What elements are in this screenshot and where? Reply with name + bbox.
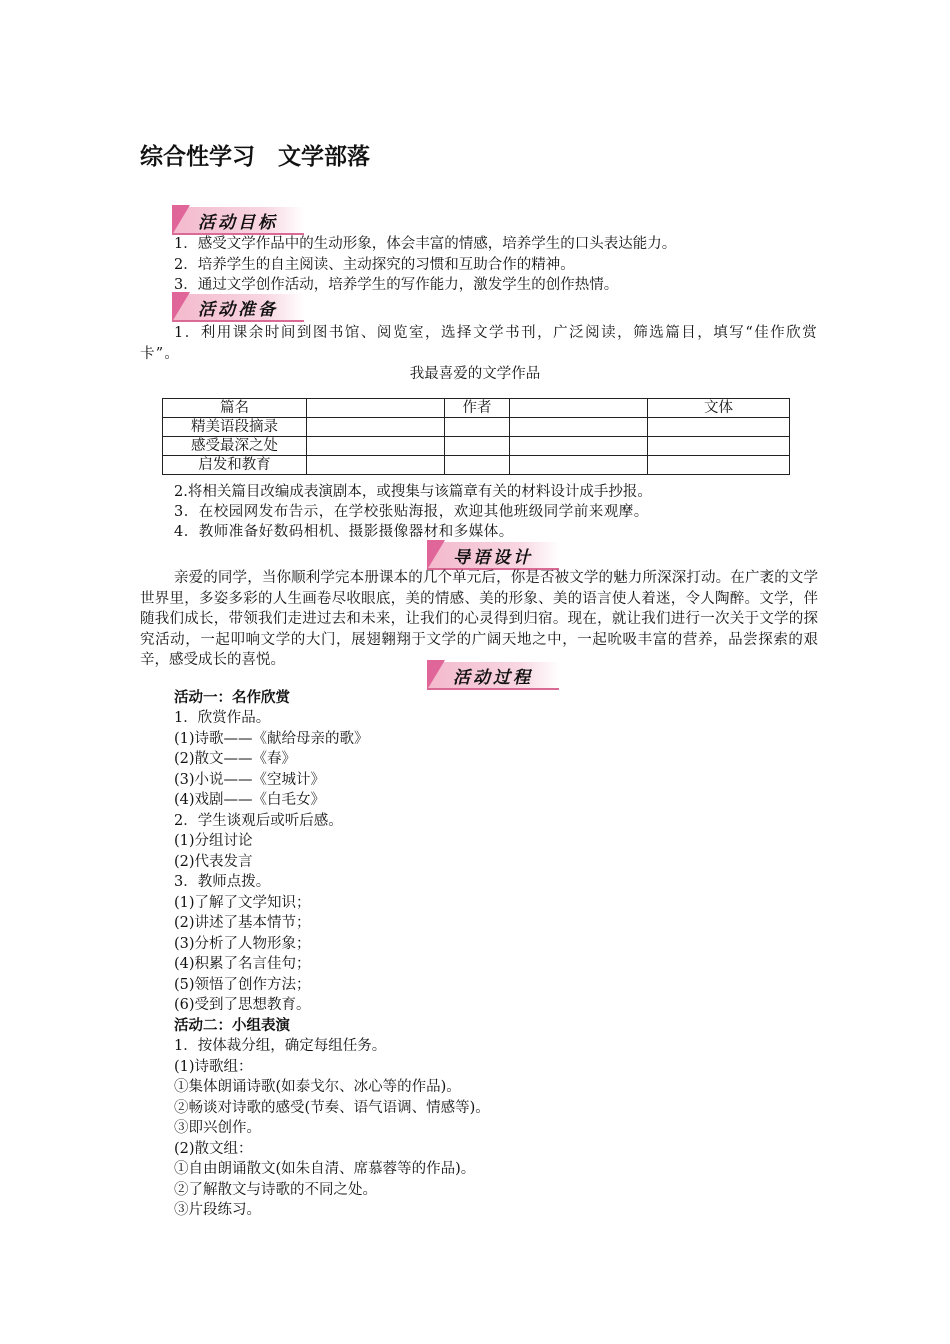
list-item: 2．学生谈观后或听后感。: [174, 813, 343, 829]
table-header-genre: 文体: [648, 399, 790, 418]
table-row-label: 精美语段摘录: [163, 418, 307, 437]
list-item: 1．欣赏作品。: [174, 710, 271, 726]
table-caption: 我最喜爱的文学作品: [409, 366, 541, 382]
activity-1-title: 活动一：名作欣赏: [174, 690, 290, 706]
banner-label: 导语设计: [453, 548, 533, 568]
goal-item: 1．感受文学作品中的生动形象，体会丰富的情感，培养学生的口头表达能力。: [174, 236, 677, 252]
banner-tag: [427, 540, 445, 570]
banner-label: 活动目标: [198, 213, 278, 233]
table-cell: [648, 418, 790, 437]
table-header-title: 篇名: [163, 399, 307, 418]
goal-item: 3．通过文学创作活动，培养学生的写作能力，激发学生的创作热情。: [174, 277, 619, 293]
table-row: [163, 399, 790, 418]
section-banner-intro: [427, 540, 567, 570]
list-item: (6)受到了思想教育。: [174, 997, 311, 1013]
table-cell: [445, 456, 510, 475]
table-row: [163, 437, 790, 456]
page-title: 综合性学习 文学部落: [140, 144, 370, 170]
list-item: ③片段练习。: [174, 1202, 261, 1218]
list-item: (4)积累了名言佳句；: [174, 956, 311, 972]
intro-paragraph: 亲爱的同学，当你顺利学完本册课本的几个单元后，你是否被文学的魅力所深深打动。在广袤的文学世界里，多姿多彩的人生画卷尽收眼底，美的情感、美的形象、美的语言使人着迷，令人陶醉。文学，伴随我们成长，带领我们走进过去和未来，让我们的心灵得到归宿。现在，就让我们进行一次关于文学的探究活动，一起叩响文学的大门，展翅翱翔于文学的广阔天地之中，一起吮吸丰富的营养，品尝探索的艰辛，感受成长的喜悦。: [140, 570, 818, 668]
list-item: (3)小说——《空城计》: [174, 772, 326, 788]
table-row-label: 感受最深之处: [163, 437, 307, 456]
list-item: (1)诗歌——《献给母亲的歌》: [174, 731, 369, 747]
table-cell: [445, 418, 510, 437]
table-row: [163, 456, 790, 475]
section-banner-process: [427, 660, 567, 690]
table-row: [163, 418, 790, 437]
prep-item: 2.将相关篇目改编成表演剧本，或搜集与该篇章有关的材料设计成手抄报。: [174, 484, 652, 500]
banner-tag: [427, 660, 445, 690]
activity-2-title: 活动二：小组表演: [174, 1018, 290, 1034]
table-cell: [510, 437, 648, 456]
list-item: (1)了解了文学知识；: [174, 895, 311, 911]
banner-tag: [172, 292, 190, 322]
list-item: (4)戏剧——《白毛女》: [174, 792, 326, 808]
banner-tag: [172, 205, 190, 235]
list-item: ②畅谈对诗歌的感受(节奏、语气语调、情感等)。: [174, 1100, 490, 1116]
list-item: ①自由朗诵散文(如朱自清、席慕蓉等的作品)。: [174, 1161, 476, 1177]
list-item: ③即兴创作。: [174, 1120, 261, 1136]
works-table: [162, 398, 790, 475]
list-item: (2)散文——《春》: [174, 751, 297, 767]
list-item: (2)散文组：: [174, 1141, 253, 1157]
prep-item-1: 1．利用课余时间到图书馆、阅览室，选择文学书刊，广泛阅读，筛选篇目，填写“佳作欣赏卡”。: [140, 325, 818, 362]
goal-item: 2．培养学生的自主阅读、主动探究的习惯和互助合作的精神。: [174, 257, 575, 273]
table-cell: [307, 437, 445, 456]
list-item: 1．按体裁分组，确定每组任务。: [174, 1038, 387, 1054]
section-banner-prep: [172, 292, 312, 322]
list-item: (1)诗歌组：: [174, 1059, 253, 1075]
table-cell: [648, 456, 790, 475]
table-row-label: 启发和教育: [163, 456, 307, 475]
table-cell: [307, 418, 445, 437]
table-cell: [307, 399, 445, 418]
list-item: ①集体朗诵诗歌(如泰戈尔、冰心等的作品)。: [174, 1079, 461, 1095]
list-item: (2)讲述了基本情节；: [174, 915, 311, 931]
list-item: (5)领悟了创作方法；: [174, 977, 311, 993]
table-cell: [648, 437, 790, 456]
table-cell: [510, 456, 648, 475]
list-item: 3．教师点拨。: [174, 874, 271, 890]
list-item: (3)分析了人物形象；: [174, 936, 311, 952]
list-item: (1)分组讨论: [174, 833, 253, 849]
prep-item: 4．教师准备好数码相机、摄影摄像器材和多媒体。: [174, 524, 514, 540]
banner-label: 活动准备: [198, 300, 278, 320]
section-banner-goals: [172, 205, 312, 235]
list-item: (2)代表发言: [174, 854, 253, 870]
list-item: ②了解散文与诗歌的不同之处。: [174, 1182, 377, 1198]
table-cell: [307, 456, 445, 475]
prep-item: 3．在校园网发布告示，在学校张贴海报，欢迎其他班级同学前来观摩。: [174, 504, 649, 520]
table-header-author: 作者: [445, 399, 510, 418]
table-cell: [510, 418, 648, 437]
table-cell: [510, 399, 648, 418]
table-cell: [445, 437, 510, 456]
banner-label: 活动过程: [453, 668, 533, 688]
